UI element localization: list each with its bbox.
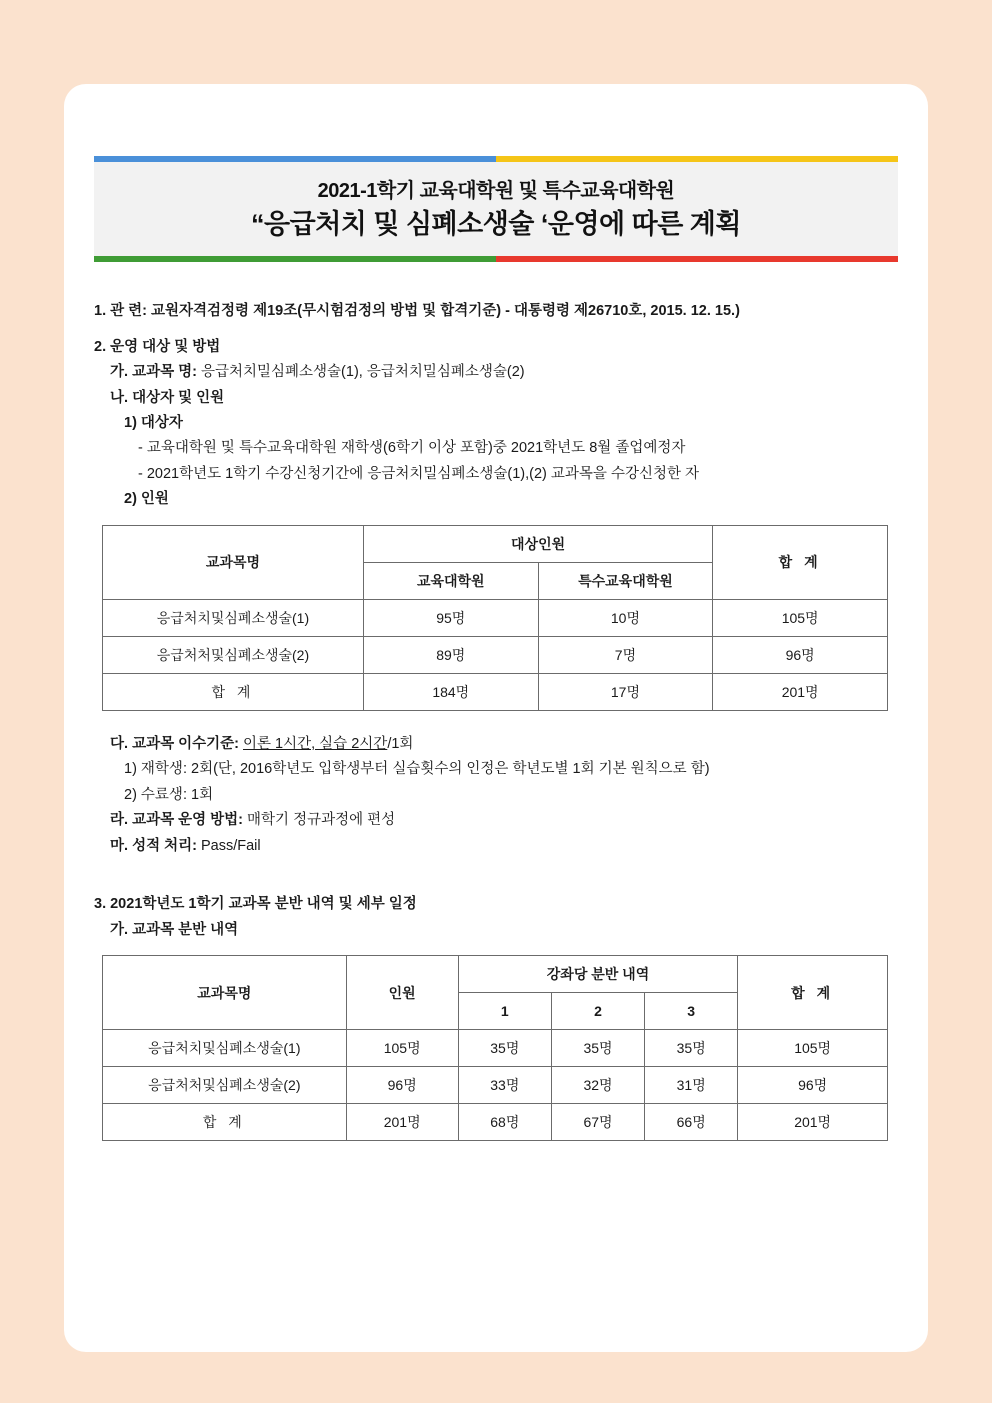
cell-total: 105명: [713, 599, 888, 636]
cell-total: 96명: [713, 636, 888, 673]
section-2-b-2: 2) 인원: [124, 491, 169, 508]
section-2-c-tail: /1회: [387, 735, 414, 752]
section-2-heading: 2. 운영 대상 및 방법: [94, 338, 221, 355]
cell-s1: 68명: [458, 1104, 551, 1141]
th-count: 인원: [346, 956, 458, 1030]
document-title-block: [94, 162, 898, 256]
section-2-b: 나. 대상자 및 인원: [110, 389, 225, 406]
cell-count: 201명: [346, 1104, 458, 1141]
th-sections-group: 강좌당 분반 내역: [458, 956, 738, 993]
cell-grad: 95명: [363, 599, 538, 636]
title-top-color-bar: [94, 156, 898, 162]
cell-special: 17명: [538, 673, 713, 710]
section-2-e-value: Pass/Fail: [196, 837, 261, 854]
th-target-group: 대상인원: [363, 525, 712, 562]
section-2-c-underline: 이론 1시간, 실습 2시간: [243, 735, 388, 752]
th-grad-school: 교육대학원: [363, 562, 538, 599]
cell-total: 96명: [738, 1067, 888, 1104]
table-row: [103, 1030, 888, 1067]
section-2-a: [110, 361, 898, 383]
title-bottom-color-bar: [94, 256, 898, 262]
cell-count: 96명: [346, 1067, 458, 1104]
document-body: [94, 162, 898, 1141]
section-2-d: [110, 809, 898, 831]
cell-subject: 응급처처및심폐소생술(2): [103, 636, 364, 673]
th-section-2: 2: [551, 993, 644, 1030]
cell-subject: 합 계: [103, 1104, 347, 1141]
cell-s1: 35명: [458, 1030, 551, 1067]
title-line-2: “응급처치 및 심폐소생술 ‘운영에 따른 계획: [251, 209, 741, 239]
table-row: [103, 1067, 888, 1104]
cell-grad: 89명: [363, 636, 538, 673]
cell-count: 105명: [346, 1030, 458, 1067]
section-2-e: [110, 835, 898, 857]
cell-total: 105명: [738, 1030, 888, 1067]
table-row-total: [103, 1104, 888, 1141]
cell-s2: 32명: [551, 1067, 644, 1104]
cell-subject: 합 계: [103, 673, 364, 710]
cell-subject: 응급처치및심폐소생술(1): [103, 599, 364, 636]
cell-subject: 응급처처및심폐소생술(2): [103, 1067, 347, 1104]
th-section-1: 1: [458, 993, 551, 1030]
section-2-c-label: 다. 교과목 이수기준:: [110, 735, 243, 752]
th-special-grad-school: 특수교육대학원: [538, 562, 713, 599]
section-3-heading: 3. 2021학년도 1학기 교과목 분반 내역 및 세부 일정: [94, 896, 417, 913]
section-1-related: 1. 관 련: 교원자격검정령 제19조(무시험검정의 방법 및 합격기준) - 대통령령 제26710호, 2015. 12. 15.): [94, 303, 740, 320]
cell-s2: 67명: [551, 1104, 644, 1141]
cell-s2: 35명: [551, 1030, 644, 1067]
section-2-d-label: 라. 교과목 운영 방법:: [110, 812, 243, 829]
cell-s3: 35명: [645, 1030, 738, 1067]
section-2-a-label: 가. 교과목 명:: [110, 364, 197, 381]
cell-s3: 66명: [645, 1104, 738, 1141]
cell-subject: 응급처치및심폐소생술(1): [103, 1030, 347, 1067]
section-2-b-1: 1) 대상자: [124, 414, 183, 431]
cell-s1: 33명: [458, 1067, 551, 1104]
section-2-b-1-detail-2: - 2021학년도 1학기 수강신청기간에 응금처치밀심폐소생술(1),(2) 교과목을 수강신청한 자: [138, 465, 700, 482]
th-total: 합 계: [713, 525, 888, 599]
th-subject: 교과목명: [103, 956, 347, 1030]
cell-total: 201명: [713, 673, 888, 710]
table-row-total: [103, 673, 888, 710]
th-subject: 교과목명: [103, 525, 364, 599]
title-line-1: 2021-1학기 교육대학원 및 특수교육대학원: [317, 180, 675, 202]
section-2-d-value: 매학기 정규과정에 편성: [243, 812, 396, 829]
document-content: [94, 300, 898, 1141]
section-3-a: 가. 교과목 분반 내역: [110, 921, 239, 938]
cell-s3: 31명: [645, 1067, 738, 1104]
section-2-c-2: 2) 수료생: 1회: [124, 786, 214, 803]
cell-special: 7명: [538, 636, 713, 673]
table-header-row: [103, 525, 888, 562]
section-2-b-1-detail-1: - 교육대학원 및 특수교육대학원 재학생(6학기 이상 포함)중 2021학년도 8월 졸업예정자: [138, 440, 686, 457]
table-row: [103, 599, 888, 636]
document-page: [64, 84, 928, 1352]
cell-special: 10명: [538, 599, 713, 636]
section-2-e-label: 마. 성적 처리:: [110, 837, 197, 854]
table-row: [103, 636, 888, 673]
section-2-c: [110, 733, 898, 755]
section-breakdown-table: [102, 955, 888, 1141]
cell-total: 201명: [738, 1104, 888, 1141]
cell-grad: 184명: [363, 673, 538, 710]
section-2-a-value: 응급처치밀심폐소생술(1), 응급처치밀심폐소생술(2): [196, 364, 525, 381]
th-section-3: 3: [645, 993, 738, 1030]
section-2-c-1: 1) 재학생: 2회(단, 2016학년도 입학생부터 실습횟수의 인정은 학년도별 1회 기본 원칙으로 함): [124, 761, 710, 778]
table-header-row: [103, 956, 888, 993]
th-total: 합 계: [738, 956, 888, 1030]
target-count-table: [102, 525, 888, 711]
